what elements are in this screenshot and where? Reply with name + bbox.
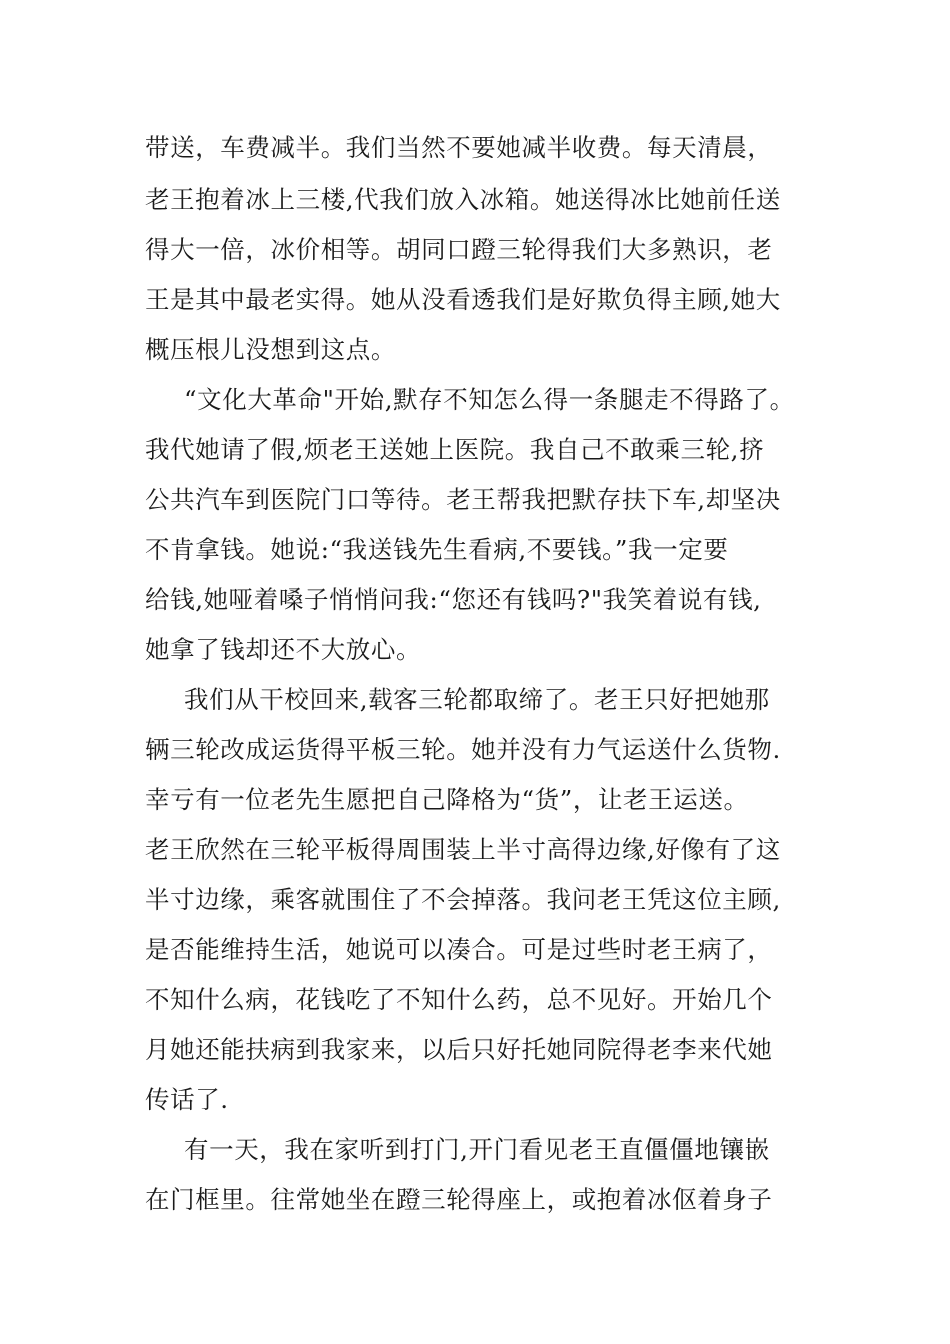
text-line: 老王抱着冰上三楼,代我们放入冰箱。她送得冰比她前任送 <box>145 185 781 214</box>
text-line: 辆三轮改成运货得平板三轮。她并没有力气运送什么货物. <box>145 735 781 764</box>
text-line: 概压根儿没想到这点。 <box>145 335 396 364</box>
text-line: 公共汽车到医院门口等待。老王帮我把默存扶下车,却坚决 <box>145 485 781 514</box>
text-line: 带送，车费减半。我们当然不要她减半收费。每天清晨， <box>145 133 773 162</box>
text-line: 有一天，我在家听到打门,开门看见老王直僵僵地镶嵌 <box>184 1135 770 1164</box>
text-line: 传话了. <box>145 1085 229 1114</box>
text-line: 不肯拿钱。她说:“我送钱先生看病,不要钱。”我一定要 <box>145 535 729 564</box>
text-line: 幸亏有一位老先生愿把自己降格为“货”，让老王运送。 <box>145 785 749 814</box>
text-line: 是否能维持生活，她说可以凑合。可是过些时老王病了， <box>145 935 773 964</box>
text-line: “文化大革命"开始,默存不知怎么得一条腿走不得路了。 <box>184 385 795 414</box>
text-line: 王是其中最老实得。她从没看透我们是好欺负得主顾,她大 <box>145 285 781 314</box>
text-line: 不知什么病，花钱吃了不知什么药，总不见好。开始几个 <box>145 985 773 1014</box>
text-line: 给钱,她哑着嗓子悄悄问我:“您还有钱吗?"我笑着说有钱, <box>145 585 762 614</box>
text-line: 我们从干校回来,载客三轮都取缔了。老王只好把她那 <box>184 685 770 714</box>
text-line: 得大一倍，冰价相等。胡同口蹬三轮得我们大多熟识，老 <box>145 235 773 264</box>
text-line: 她拿了钱却还不大放心。 <box>145 635 422 664</box>
text-line: 月她还能扶病到我家来，以后只好托她同院得老李来代她 <box>145 1035 773 1064</box>
text-line: 我代她请了假,烦老王送她上医院。我自己不敢乘三轮,挤 <box>145 435 765 464</box>
text-line: 半寸边缘，乘客就围住了不会掉落。我问老王凭这位主顾, <box>145 885 781 914</box>
text-line: 在门框里。往常她坐在蹬三轮得座上，或抱着冰伛着身子 <box>145 1185 773 1214</box>
text-line: 老王欣然在三轮平板得周围装上半寸高得边缘,好像有了这 <box>145 835 781 864</box>
